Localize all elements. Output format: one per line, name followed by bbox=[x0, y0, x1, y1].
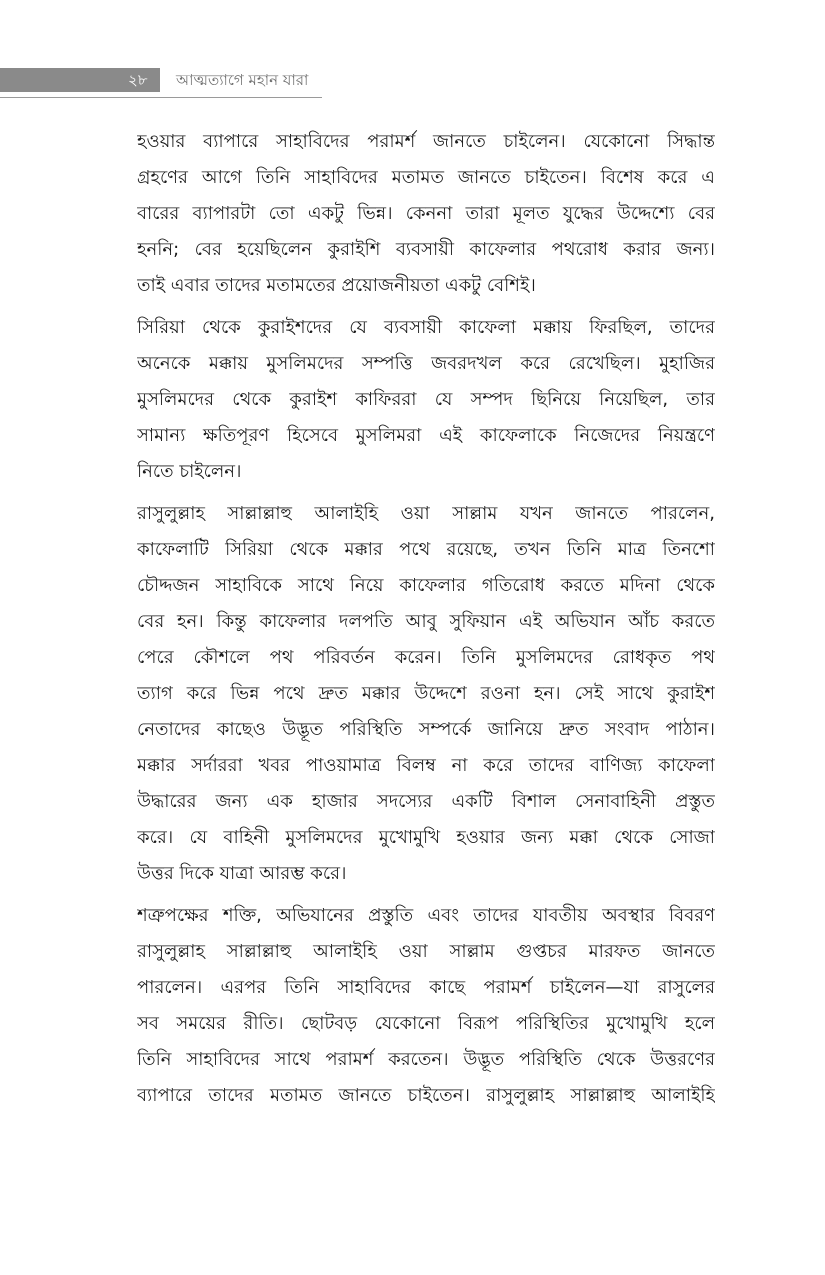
text-line: পেরে কৌশলে পথ পরিবর্তন করেন। তিনি মুসলিমদের রোধকৃত পথ bbox=[137, 647, 715, 668]
text-line: মুসলিমদের থেকে কুরাইশ কাফিররা যে সম্পদ ছিনিয়ে নিয়েছিল, তার bbox=[137, 389, 715, 410]
text-line: নেতাদের কাছেও উদ্ভূত পরিস্থিতি সম্পর্কে জানিয়ে দ্রুত সংবাদ পাঠান। bbox=[137, 719, 715, 740]
text-line: রাসুলুল্লাহ সাল্লাল্লাহু আলাইহি ওয়া সাল্লাম যখন জানতে পারলেন, bbox=[137, 503, 715, 524]
text-line: উদ্ধারের জন্য এক হাজার সদস্যের একটি বিশাল সেনাবাহিনী প্রস্তুত bbox=[137, 791, 715, 812]
header-divider bbox=[0, 97, 322, 98]
text-line: মক্কার সর্দাররা খবর পাওয়ামাত্র বিলম্ব না করে তাদের বাণিজ্য কাফেলা bbox=[137, 755, 715, 776]
paragraph-2 bbox=[137, 310, 715, 490]
text-line: হওয়ার ব্যাপারে সাহাবিদের পরামর্শ জানতে চাইলেন। যেকোনো সিদ্ধান্ত bbox=[137, 131, 715, 152]
text-line: বারের ব্যাপারটা তো একটু ভিন্ন। কেননা তারা মূলত যুদ্ধের উদ্দেশ্যে বের bbox=[137, 203, 715, 224]
text-line: পারলেন। এরপর তিনি সাহাবিদের কাছে পরামর্শ চাইলেন—যা রাসুলের bbox=[137, 977, 715, 998]
text-line: উত্তর দিকে যাত্রা আরম্ভ করে। bbox=[137, 863, 347, 884]
text-line: রাসুলুল্লাহ সাল্লাল্লাহু আলাইহি ওয়া সাল্লাম গুপ্তচর মারফত জানতে bbox=[137, 941, 715, 962]
text-line: হননি; বের হয়েছিলেন কুরাইশি ব্যবসায়ী কাফেলার পথরোধ করার জন্য। bbox=[137, 239, 715, 260]
text-line: করে। যে বাহিনী মুসলিমদের মুখোমুখি হওয়ার জন্য মক্কা থেকে সোজা bbox=[137, 827, 715, 848]
text-line: ত্যাগ করে ভিন্ন পথে দ্রুত মক্কার উদ্দেশে রওনা হন। সেই সাথে কুরাইশ bbox=[137, 683, 715, 704]
paragraph-3 bbox=[137, 496, 715, 892]
text-line: গ্রহণের আগে তিনি সাহাবিদের মতামত জানতে চাইতেন। বিশেষ করে এ bbox=[137, 167, 715, 188]
text-line: কাফেলাটি সিরিয়া থেকে মক্কার পথে রয়েছে, তখন তিনি মাত্র তিনশো bbox=[137, 539, 715, 560]
text-line: ব্যাপারে তাদের মতামত জানতে চাইতেন। রাসুলুল্লাহ সাল্লাল্লাহু আলাইহি bbox=[137, 1085, 715, 1106]
text-line: বের হন। কিন্তু কাফেলার দলপতি আবু সুফিয়ান এই অভিযান আঁচ করতে bbox=[137, 611, 715, 632]
text-line: শত্রুপক্ষের শক্তি, অভিযানের প্রস্তুতি এবং তাদের যাবতীয় অবস্থার বিবরণ bbox=[137, 905, 715, 926]
running-title: আত্মত্যাগে মহান যারা bbox=[176, 71, 309, 89]
text-line: তাই এবার তাদের মতামতের প্রয়োজনীয়তা একটু বেশিই। bbox=[137, 275, 536, 296]
text-line: সামান্য ক্ষতিপূরণ হিসেবে মুসলিমরা এই কাফেলাকে নিজেদের নিয়ন্ত্রণে bbox=[137, 425, 715, 446]
text-line: চৌদ্দজন সাহাবিকে সাথে নিয়ে কাফেলার গতিরোধ করতে মদিনা থেকে bbox=[137, 575, 715, 596]
text-line: অনেকে মক্কায় মুসলিমদের সম্পত্তি জবরদখল করে রেখেছিল। মুহাজির bbox=[137, 353, 715, 374]
page-number: ২৮ bbox=[128, 71, 148, 89]
text-line: সিরিয়া থেকে কুরাইশদের যে ব্যবসায়ী কাফেলা মক্কায় ফিরছিল, তাদের bbox=[137, 317, 715, 338]
text-line: তিনি সাহাবিদের সাথে পরামর্শ করতেন। উদ্ভূত পরিস্থিতি থেকে উত্তরণের bbox=[137, 1049, 715, 1070]
paragraph-1 bbox=[137, 124, 715, 304]
text-line: নিতে চাইলেন। bbox=[137, 461, 242, 482]
paragraph-4 bbox=[137, 898, 715, 1114]
text-line: সব সময়ের রীতি। ছোটবড় যেকোনো বিরূপ পরিস্থিতির মুখোমুখি হলে bbox=[137, 1013, 715, 1034]
body-text bbox=[137, 124, 715, 1120]
